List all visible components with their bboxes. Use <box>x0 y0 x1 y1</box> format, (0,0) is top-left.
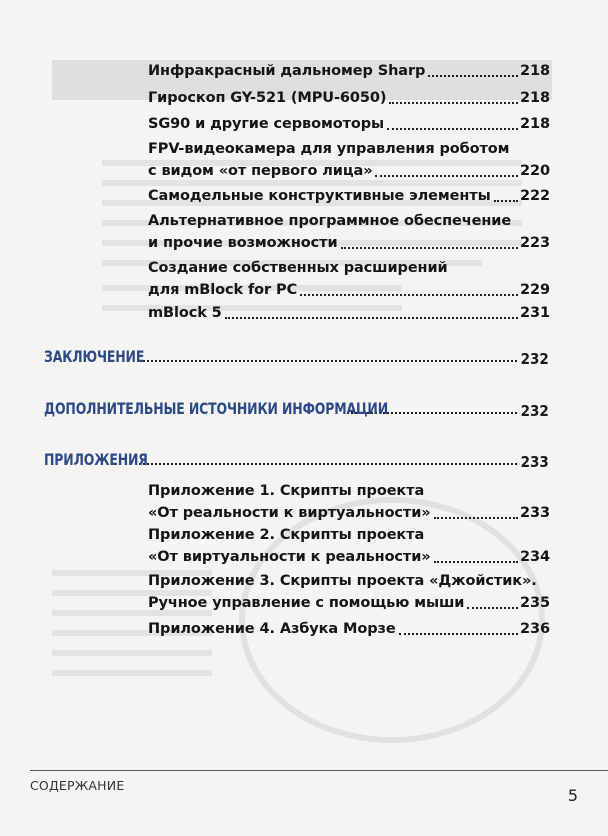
leader-dots <box>341 247 519 249</box>
toc-entry[interactable] <box>148 60 550 82</box>
leader-dots <box>139 360 517 362</box>
toc-entry-page: 220 <box>520 163 550 179</box>
toc-appendix-page: 236 <box>520 621 550 637</box>
toc-appendix[interactable] <box>148 524 550 568</box>
leader-dots <box>494 200 518 202</box>
toc-appendix-page: 234 <box>520 549 550 565</box>
toc-entry-title: mBlock 5 <box>148 305 222 321</box>
toc-appendix-title-line2: «От реальности к виртуальности» <box>148 505 431 521</box>
toc-appendix-title: Приложение 4. Азбука Морзе <box>148 621 396 637</box>
toc-section-page: 233 <box>520 453 549 471</box>
toc-entry-page: 222 <box>520 188 550 204</box>
leader-dots <box>428 75 518 77</box>
toc-appendix-page: 233 <box>520 505 550 521</box>
toc-appendix-title-line1: Приложение 2. Скрипты проекта <box>148 527 425 543</box>
toc-section-page: 232 <box>520 350 549 368</box>
leader-dots <box>389 102 518 104</box>
toc-entry-page: 229 <box>520 282 550 298</box>
toc-entry-title: Гироскоп GY-521 (MPU-6050) <box>148 90 387 106</box>
toc-entry-title-line1: Альтернативное программное обеспечение <box>148 213 512 229</box>
toc-entry[interactable] <box>148 302 550 324</box>
toc-entry-title-line2: для mBlock for PC <box>148 282 298 298</box>
footer-section-label: СОДЕРЖАНИЕ <box>30 778 125 793</box>
leader-dots <box>434 517 518 519</box>
toc-entry-page: 218 <box>520 63 550 79</box>
toc-entry-page: 218 <box>520 90 550 106</box>
footer-rule <box>30 770 608 771</box>
toc-entry[interactable] <box>148 210 550 254</box>
toc-entry-page: 231 <box>520 305 550 321</box>
toc-section[interactable] <box>44 449 550 471</box>
toc-section-title: ДОПОЛНИТЕЛЬНЫЕ ИСТОЧНИКИ ИНФОРМАЦИИ <box>44 399 389 418</box>
toc-section[interactable] <box>44 398 550 420</box>
toc-appendix-page: 235 <box>520 595 550 611</box>
leader-dots <box>434 561 518 563</box>
toc-entry-title: Самодельные конструктивные элементы <box>148 188 491 204</box>
toc-entry[interactable] <box>148 138 550 182</box>
toc-section-title: ЗАКЛЮЧЕНИЕ <box>44 347 145 366</box>
toc-entry-page: 218 <box>520 116 550 132</box>
leader-dots <box>375 175 518 177</box>
toc-entry-title: Инфракрасный дальномер Sharp <box>148 63 426 79</box>
toc-entry-title-line2: и прочие возможности <box>148 235 338 251</box>
toc-appendix-title-line1: Приложение 3. Скрипты проекта «Джойстик». <box>148 573 537 589</box>
toc-appendix[interactable] <box>148 480 550 524</box>
toc-entry[interactable] <box>148 257 550 301</box>
leader-dots <box>225 317 518 319</box>
toc-section-title: ПРИЛОЖЕНИЯ <box>44 450 148 469</box>
toc-entry-title-line1: Создание собственных расширений <box>148 260 448 276</box>
toc-entry[interactable] <box>148 185 550 207</box>
toc-entry-title-line1: FPV-видеокамера для управления роботом <box>148 141 510 157</box>
leader-dots <box>399 633 518 635</box>
toc-entry-title-line2: с видом «от первого лица» <box>148 163 373 179</box>
toc-entry-page: 223 <box>520 235 550 251</box>
toc-appendix-title-line2: Ручное управление с помощью мыши <box>148 595 465 611</box>
toc-entry[interactable] <box>148 113 550 135</box>
toc-section-page: 232 <box>520 402 549 420</box>
toc-appendix-title-line2: «От виртуальности к реальности» <box>148 549 431 565</box>
leader-dots <box>387 128 518 130</box>
leader-dots <box>467 607 518 609</box>
toc-entry-title: SG90 и другие сервомоторы <box>148 116 385 132</box>
toc-appendix[interactable] <box>148 570 550 614</box>
toc-appendix[interactable] <box>148 618 550 640</box>
toc-section[interactable] <box>44 346 550 368</box>
leader-dots <box>300 294 518 296</box>
page-number: 5 <box>567 786 578 805</box>
toc-entry[interactable] <box>148 87 550 109</box>
leader-dots <box>139 463 517 465</box>
toc-appendix-title-line1: Приложение 1. Скрипты проекта <box>148 483 425 499</box>
